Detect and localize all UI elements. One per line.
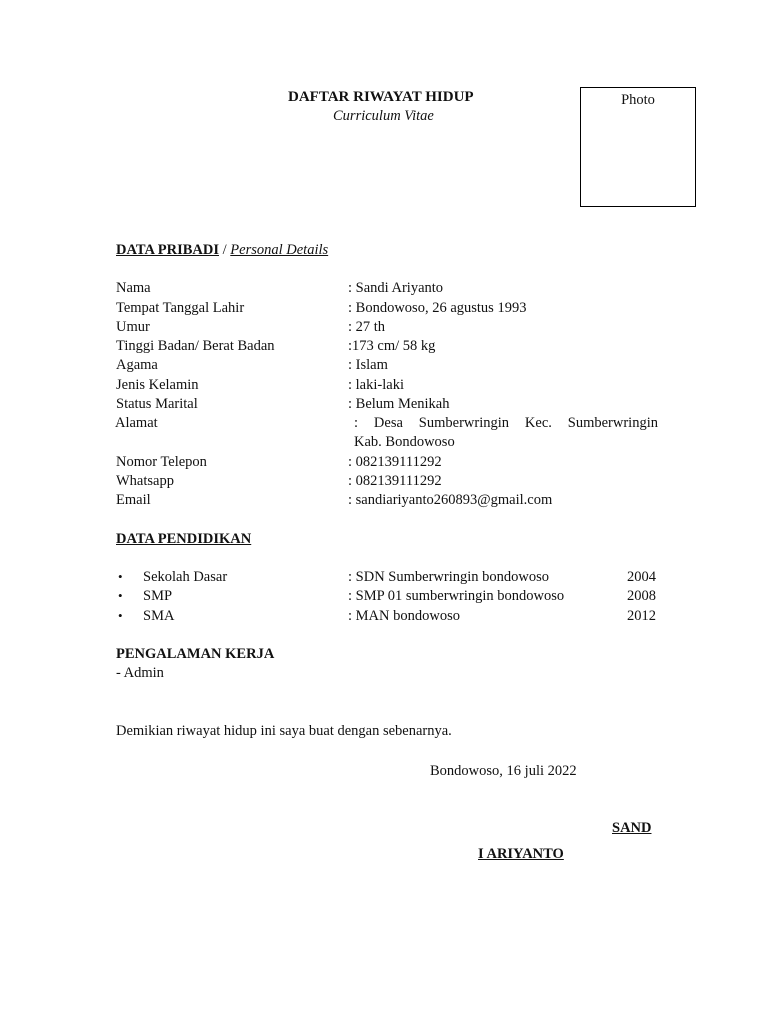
education-school: : SDN Sumberwringin bondowoso xyxy=(348,569,549,585)
field-label-alamat: Alamat xyxy=(115,415,158,431)
place-date: Bondowoso, 16 juli 2022 xyxy=(430,763,577,779)
personal-heading xyxy=(116,241,328,259)
document-subtitle: Curriculum Vitae xyxy=(333,108,434,124)
personal-heading-separator: / xyxy=(219,242,231,258)
field-value-tinggi-berat: :173 cm/ 58 kg xyxy=(348,338,436,354)
field-label-tinggi-berat: Tinggi Badan/ Berat Badan xyxy=(116,338,275,354)
field-value-umur: : 27 th xyxy=(348,319,386,335)
field-label-agama: Agama xyxy=(116,357,158,373)
photo-placeholder xyxy=(580,87,696,207)
field-value-whatsapp: : 082139111292 xyxy=(348,473,442,489)
field-label-ttl: Tempat Tanggal Lahir xyxy=(116,300,245,316)
bullet-icon: • xyxy=(118,569,123,584)
field-value-status-marital: : Belum Menikah xyxy=(348,396,450,412)
field-value-agama: : Islam xyxy=(348,357,388,373)
field-value-alamat-line2: Kab. Bondowoso xyxy=(354,434,455,450)
field-label-nama: Nama xyxy=(116,280,151,296)
education-school: : SMP 01 sumberwringin bondowoso xyxy=(348,588,565,604)
bullet-icon: • xyxy=(118,608,123,623)
photo-label: Photo xyxy=(621,92,655,108)
closing-statement: Demikian riwayat hidup ini saya buat dengan sebenarnya. xyxy=(116,723,452,739)
personal-heading-text: DATA PRIBADI xyxy=(116,242,219,258)
field-label-email: Email xyxy=(116,492,151,508)
education-year: 2004 xyxy=(627,569,656,585)
field-value-nama: : Sandi Ariyanto xyxy=(348,280,444,296)
education-year: 2012 xyxy=(627,608,656,624)
education-level: SMP xyxy=(143,588,173,604)
education-level: SMA xyxy=(143,608,175,624)
field-value-alamat: : Desa Sumberwringin Kec. Sumberwringin xyxy=(354,415,658,431)
field-label-telepon: Nomor Telepon xyxy=(116,454,207,470)
field-value-ttl: : Bondowoso, 26 agustus 1993 xyxy=(348,300,527,316)
experience-heading: PENGALAMAN KERJA xyxy=(116,646,275,662)
bullet-icon: • xyxy=(118,588,123,603)
personal-heading-english: Personal Details xyxy=(230,242,329,258)
experience-item: - Admin xyxy=(116,665,164,681)
field-label-jenis-kelamin: Jenis Kelamin xyxy=(116,377,199,393)
document-title: DAFTAR RIWAYAT HIDUP xyxy=(288,89,474,105)
signature-name-line1: SAND xyxy=(612,820,652,836)
education-level: Sekolah Dasar xyxy=(143,569,228,585)
field-value-email: : sandiariyanto260893@gmail.com xyxy=(348,492,553,508)
education-school: : MAN bondowoso xyxy=(348,608,460,624)
field-value-telepon: : 082139111292 xyxy=(348,454,442,470)
field-label-umur: Umur xyxy=(116,319,150,335)
signature-name-line2: I ARIYANTO xyxy=(478,846,564,862)
education-heading: DATA PENDIDIKAN xyxy=(116,531,252,547)
field-label-status-marital: Status Marital xyxy=(116,396,198,412)
field-value-jenis-kelamin: : laki-laki xyxy=(348,377,404,393)
field-label-whatsapp: Whatsapp xyxy=(116,473,174,489)
education-year: 2008 xyxy=(627,588,656,604)
